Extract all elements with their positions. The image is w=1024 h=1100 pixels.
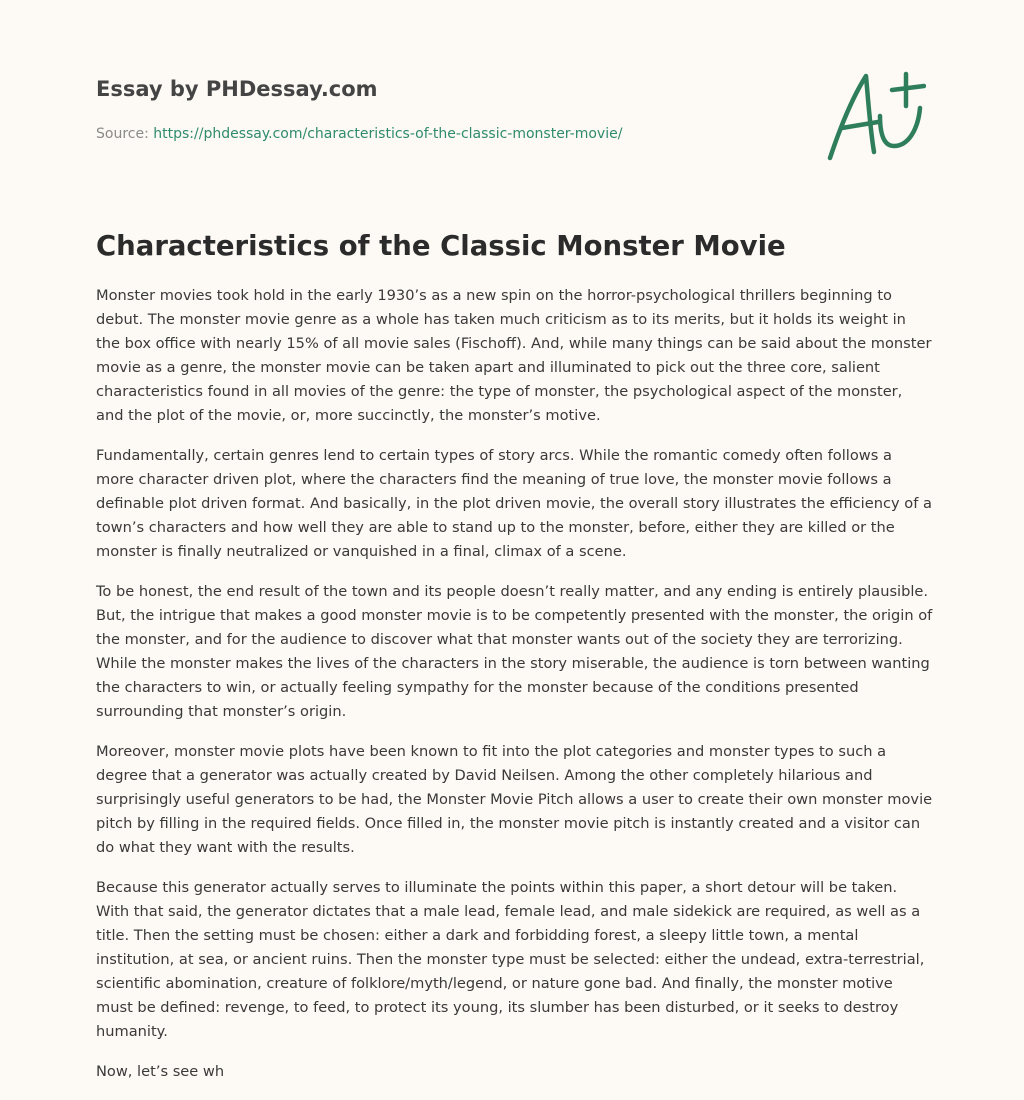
essay-paragraph: To be honest, the end result of the town and its people doesn’t really matter, and any ending is entirely plausible. But, the intrigue that makes a good monster movie is to be competently presented with the monster, the origin of the monster, and for the audience to discover what that monster wants out of the society they are terrorizing. While the monster makes the lives of the characters in the story miserable, the audience is torn between wanting the characters to win, or actually feeling sympathy for the monster because of the conditions presented surrounding that monster’s origin. xyxy=(96,583,933,720)
essay-paragraph: Because this generator actually serves to illuminate the points within this paper, a short detour will be taken. With that said, the generator dictates that a male lead, female lead, and male sidekick are required, as well as a title. Then the setting must be chosen: either a dark and forbidding forest, a sleepy little town, a mental institution, at sea, or ancient ruins. Then the monster type must be selected: either the undead, extra-terrestrial, scientific abomination, creature of folklore/myth/legend, or nature gone bad. And finally, the monster motive must be defined: revenge, to feed, to protect its young, its slumber has been disturbed, or it seeks to destroy humanity. xyxy=(96,879,925,1040)
essay-paragraph-truncated: Now, let’s see wh xyxy=(96,1063,225,1080)
essay-body xyxy=(96,284,934,1100)
essay-paragraph: Fundamentally, certain genres lend to certain types of story arcs. While the romantic comedy often follows a more character driven plot, where the characters find the meaning of true love, the monster movie follows a definable plot driven format. And basically, in the plot driven movie, the overall story illustrates the efficiency of a town’s characters and how well they are able to stand up to the monster, before, either they are killed or the monster is finally neutralized or vanquished in a final, climax of a scene. xyxy=(96,447,932,560)
source-link[interactable]: https://phdessay.com/characteristics-of-the-classic-monster-movie/ xyxy=(153,126,623,142)
essay-title: Characteristics of the Classic Monster Movie xyxy=(96,230,786,262)
a-plus-grade-icon xyxy=(822,68,926,164)
site-title: Essay by PHDessay.com xyxy=(96,77,378,101)
essay-paragraph: Moreover, monster movie plots have been known to fit into the plot categories and monster types to such a degree that a generator was actually created by David Neilsen. Among the other completely hilarious and surprisingly useful generators to be had, the Monster Movie Pitch allows a user to create their own monster movie pitch by filling in the required fields. Once filled in, the monster movie pitch is instantly created and a visitor can do what they want with the results. xyxy=(96,743,933,856)
source-line xyxy=(96,124,796,144)
source-label: Source: xyxy=(96,126,154,142)
header xyxy=(96,74,796,144)
essay-paragraph: Monster movies took hold in the early 1930’s as a new spin on the horror-psychological thrillers beginning to debut. The monster movie genre as a whole has taken much criticism as to its merits, but it holds its weight in the box office with nearly 15% of all movie sales (Fischoff). And, while many things can be said about the monster movie as a genre, the monster movie can be taken apart and illuminated to pick out the three core, salient characteristics found in all movies of the genre: the type of monster, the psychological aspect of the monster, and the plot of the movie, or, more succinctly, the monster’s motive. xyxy=(96,287,932,424)
